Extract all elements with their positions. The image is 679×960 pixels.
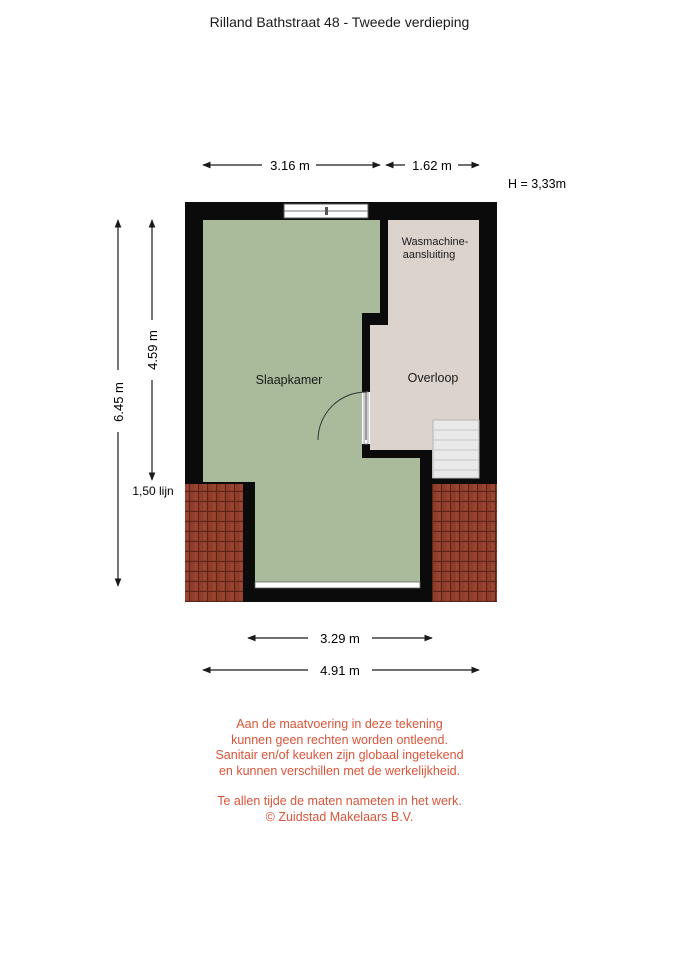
dim-bottom-outer-label: 4.91 m — [320, 663, 360, 678]
washer-label-line1: Wasmachine- — [401, 236, 469, 248]
roof-tiles-right — [431, 482, 497, 602]
disclaimer-line-1: Aan de maatvoering in deze tekening — [236, 717, 443, 731]
disclaimer-line-5: Te allen tijde de maten nameten in het werk. — [217, 794, 462, 808]
roof-tiles-left — [185, 482, 253, 602]
dim-bottom-inner-label: 3.29 m — [320, 631, 360, 646]
lijn-label: 1,50 lijn — [132, 484, 174, 498]
disclaimer-line-3: Sanitair en/of keuken zijn globaal ingetekend — [215, 748, 464, 762]
washer-label-line2: aansluiting — [402, 249, 456, 261]
dim-top-left-label: 3.16 m — [270, 158, 310, 173]
dim-top-right-label: 1.62 m — [412, 158, 452, 173]
bottom-window — [255, 582, 420, 588]
dim-left-outer-label: 6.45 m — [111, 382, 126, 422]
landing-label: Overloop — [407, 371, 459, 385]
staircase — [433, 420, 479, 478]
disclaimer-line-4: en kunnen verschillen met de werkelijkheid. — [218, 763, 461, 778]
height-label: H = 3,33m — [507, 177, 567, 191]
disclaimer-line-2: kunnen geen rechten worden ontleend. — [231, 732, 448, 747]
copyright: © Zuidstad Makelaars B.V. — [265, 809, 414, 824]
disclaimer — [0, 717, 679, 825]
dim-left-inner-label: 4.59 m — [145, 330, 160, 370]
bedroom-label: Slaapkamer — [255, 373, 323, 387]
drawing-title: Rilland Bathstraat 48 - Tweede verdieping — [209, 14, 470, 30]
